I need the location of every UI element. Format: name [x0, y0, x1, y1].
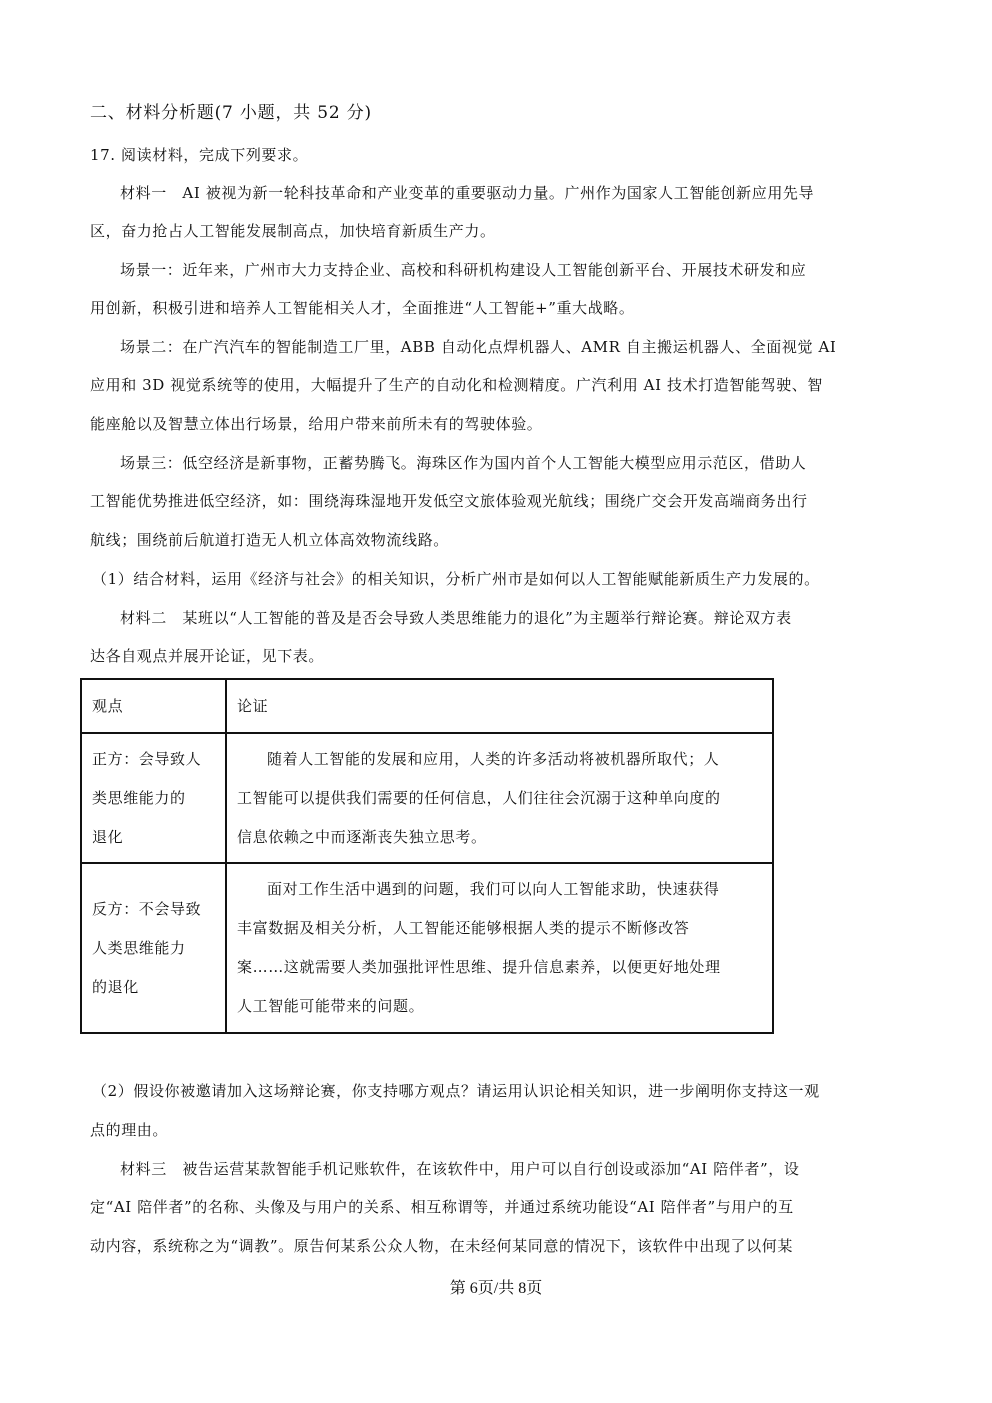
page-footer: 第 6页/共 8页 — [449, 1280, 543, 1297]
sub-question-2-line: （2）假设你被邀请加入这场辩论赛，你支持哪方观点？请运用认识论相关知识，进一步阐明你支持这一观 — [92, 1082, 820, 1100]
material1-line: 航线；围绕前后航道打造无人机立体高效物流线路。 — [90, 531, 449, 549]
affirmative-viewpoint: 正方：会导致人 类思维能力的 退化 — [81, 733, 226, 863]
material1-line: 场景一：近年来，广州市大力支持企业、高校和科研机构建设人工智能创新平台、开展技术研发和应 — [120, 261, 807, 279]
question-17-heading: 17. 阅读材料，完成下列要求。 — [90, 146, 309, 164]
material1-line: 应用和 3D 视觉系统等的使用，大幅提升了生产的自动化和检测精度。广汽利用 AI 技术打造智能驾驶、智 — [90, 376, 824, 394]
material1-line: 工智能优势推进低空经济，如：围绕海珠湿地开发低空文旅体验观光航线；围绕广交会开发高端商务出行 — [90, 492, 808, 510]
material2-line: 达各自观点并展开论证，见下表。 — [90, 647, 325, 665]
sub-question-1: （1）结合材料，运用《经济与社会》的相关知识，分析广州市是如何以人工智能赋能新质生产力发展的。 — [92, 570, 820, 588]
negative-viewpoint: 反方：不会导致 人类思维能力 的退化 — [81, 863, 226, 1033]
debate-table — [80, 678, 774, 1034]
header-viewpoint: 观点 — [81, 679, 226, 733]
material1-line: 场景三：低空经济是新事物，正蓄势腾飞。海珠区作为国内首个人工智能大模型应用示范区，借助人 — [120, 454, 807, 472]
material1-line: 能座舱以及智慧立体出行场景，给用户带来前所未有的驾驶体验。 — [90, 415, 543, 433]
affirmative-argument: 随着人工智能的发展和应用，人类的许多活动将被机器所取代；人 工智能可以提供我们需要的任何信息，人们往往会沉溺于这种单向度的 信息依赖之中而逐渐丧失独立思考。 — [226, 733, 773, 863]
material3-line: 材料三 被告运营某款智能手机记账软件，在该软件中，用户可以自行创设或添加“AI 陪伴者”，设 — [120, 1160, 800, 1178]
sub-question-2-line: 点的理由。 — [90, 1121, 169, 1139]
material3-line: 动内容，系统称之为“调教”。原告何某系公众人物，在未经何某同意的情况下，该软件中出现了以何某 — [90, 1237, 793, 1255]
table-row-negative — [81, 863, 773, 1033]
header-argument: 论证 — [226, 679, 773, 733]
section-title: 二、材料分析题(7 小题，共 52 分) — [90, 103, 372, 123]
material1-line: 用创新，积极引进和培养人工智能相关人才，全面推进“人工智能+”重大战略。 — [90, 299, 635, 317]
table-header-row — [81, 679, 773, 733]
material1-line: 材料一 AI 被视为新一轮科技革命和产业变革的重要驱动力量。广州作为国家人工智能创新应用先导 — [120, 184, 815, 202]
material1-line: 区，奋力抢占人工智能发展制高点，加快培育新质生产力。 — [90, 222, 496, 240]
table-row-affirmative — [81, 733, 773, 863]
material1-line: 场景二：在广汽汽车的智能制造工厂里，ABB 自动化点焊机器人、AMR 自主搬运机器人、全面视觉 AI — [120, 338, 837, 356]
material2-line: 材料二 某班以“人工智能的普及是否会导致人类思维能力的退化”为主题举行辩论赛。辩论双方表 — [120, 609, 792, 627]
negative-argument: 面对工作生活中遇到的问题，我们可以向人工智能求助，快速获得 丰富数据及相关分析，人工智能还能够根据人类的提示不断修改答 案……这就需要人类加强批评性思维、提升信息素养，以便更好地处理 人工智能可能带来的问题。 — [226, 863, 773, 1033]
material3-line: 定“AI 陪伴者”的名称、头像及与用户的关系、相互称谓等，并通过系统功能设“AI 陪伴者”与用户的互 — [90, 1198, 794, 1216]
